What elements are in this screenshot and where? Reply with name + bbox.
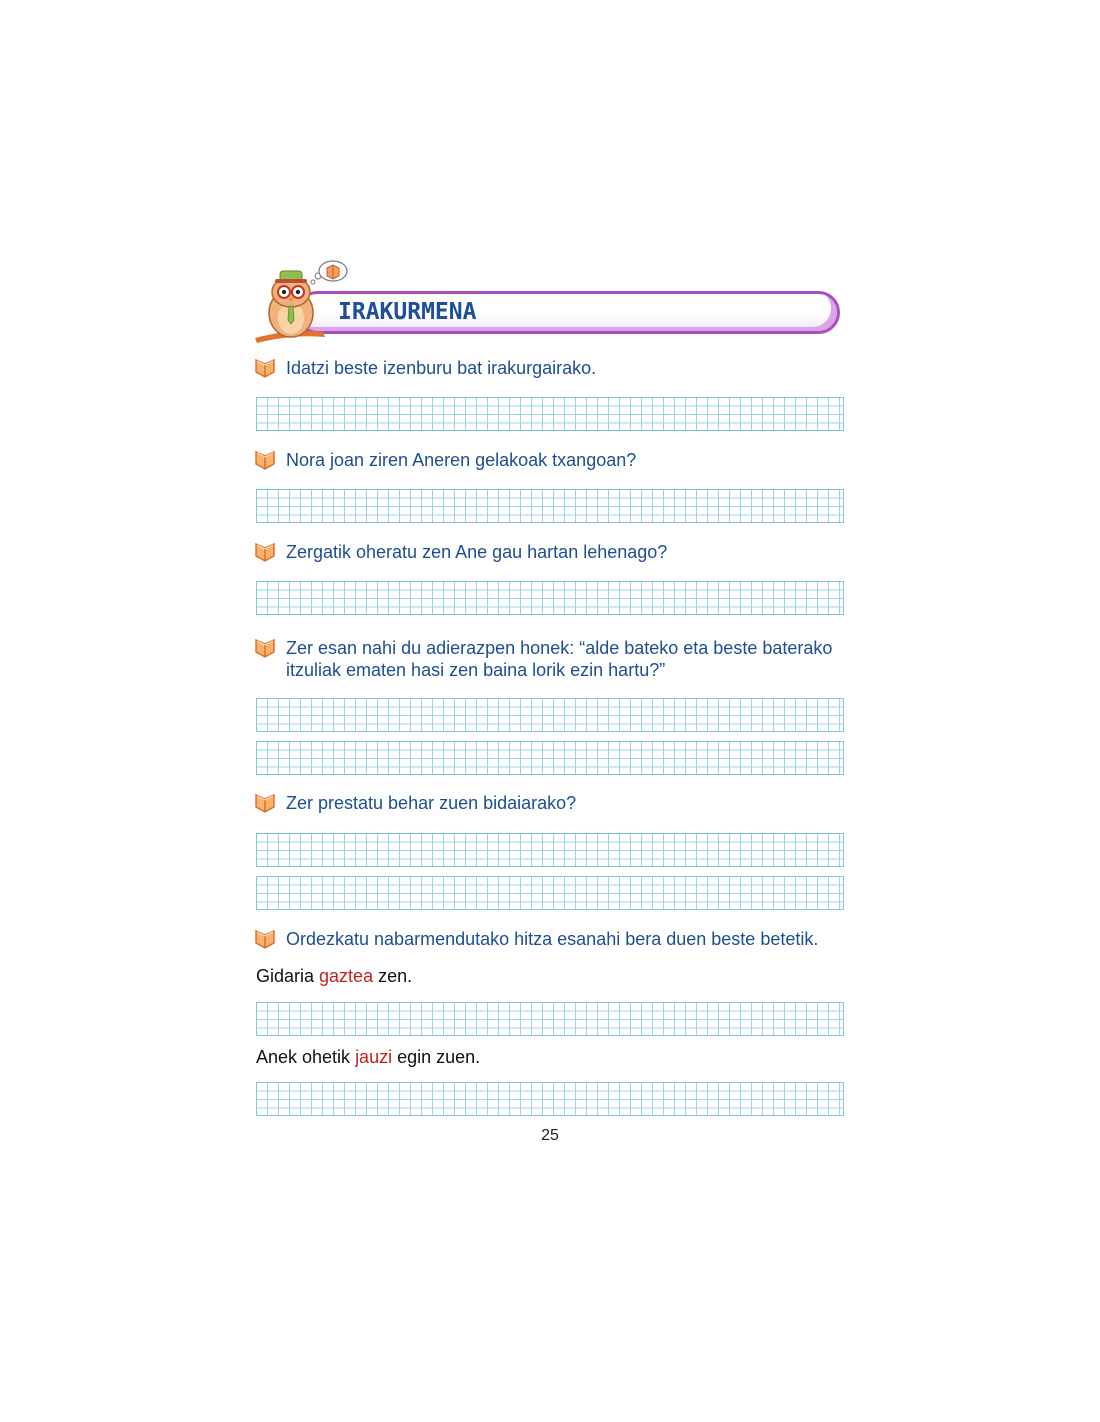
example-sentence-2	[256, 1046, 480, 1068]
answer-grid[interactable]	[256, 741, 844, 775]
open-book-icon	[254, 636, 276, 658]
question-text: Zer esan nahi du adierazpen honek: “alde bateko eta beste baterako itzuliak ematen hasi zen baina lorik ezin hartu?”	[286, 638, 833, 680]
example-sentence-1	[256, 965, 412, 987]
question-text: Ordezkatu nabarmendutako hitza esanahi bera duen beste betetik.	[286, 929, 819, 949]
open-book-icon	[254, 356, 276, 378]
sentence-text: zen.	[373, 966, 413, 986]
answer-grid[interactable]	[256, 1082, 844, 1116]
question-text: Zer prestatu behar zuen bidaiarako?	[286, 793, 577, 813]
highlighted-word: jauzi	[355, 1047, 393, 1067]
highlighted-word: gaztea	[319, 966, 374, 986]
answer-grid[interactable]	[256, 397, 844, 431]
open-book-icon	[254, 927, 276, 949]
answer-grid[interactable]	[256, 581, 844, 615]
page-number: 25	[541, 1127, 559, 1144]
sentence-text: egin zuen.	[392, 1047, 481, 1067]
question-text: Idatzi beste izenburu bat irakurgairako.	[286, 358, 597, 378]
open-book-icon	[254, 791, 276, 813]
answer-grid[interactable]	[256, 876, 844, 910]
answer-grid[interactable]	[256, 1002, 844, 1036]
sentence-text: Gidaria	[256, 966, 320, 986]
answer-grid[interactable]	[256, 833, 844, 867]
question-text: Zergatik oheratu zen Ane gau hartan lehenago?	[286, 542, 668, 562]
page-title: IRAKURMENA	[338, 299, 477, 325]
question-text: Nora joan ziren Aneren gelakoak txangoan?	[286, 450, 637, 470]
answer-grid[interactable]	[256, 698, 844, 732]
open-book-icon	[254, 540, 276, 562]
sentence-text: Anek ohetik	[256, 1047, 356, 1067]
open-book-icon	[254, 448, 276, 470]
answer-grid[interactable]	[256, 489, 844, 523]
